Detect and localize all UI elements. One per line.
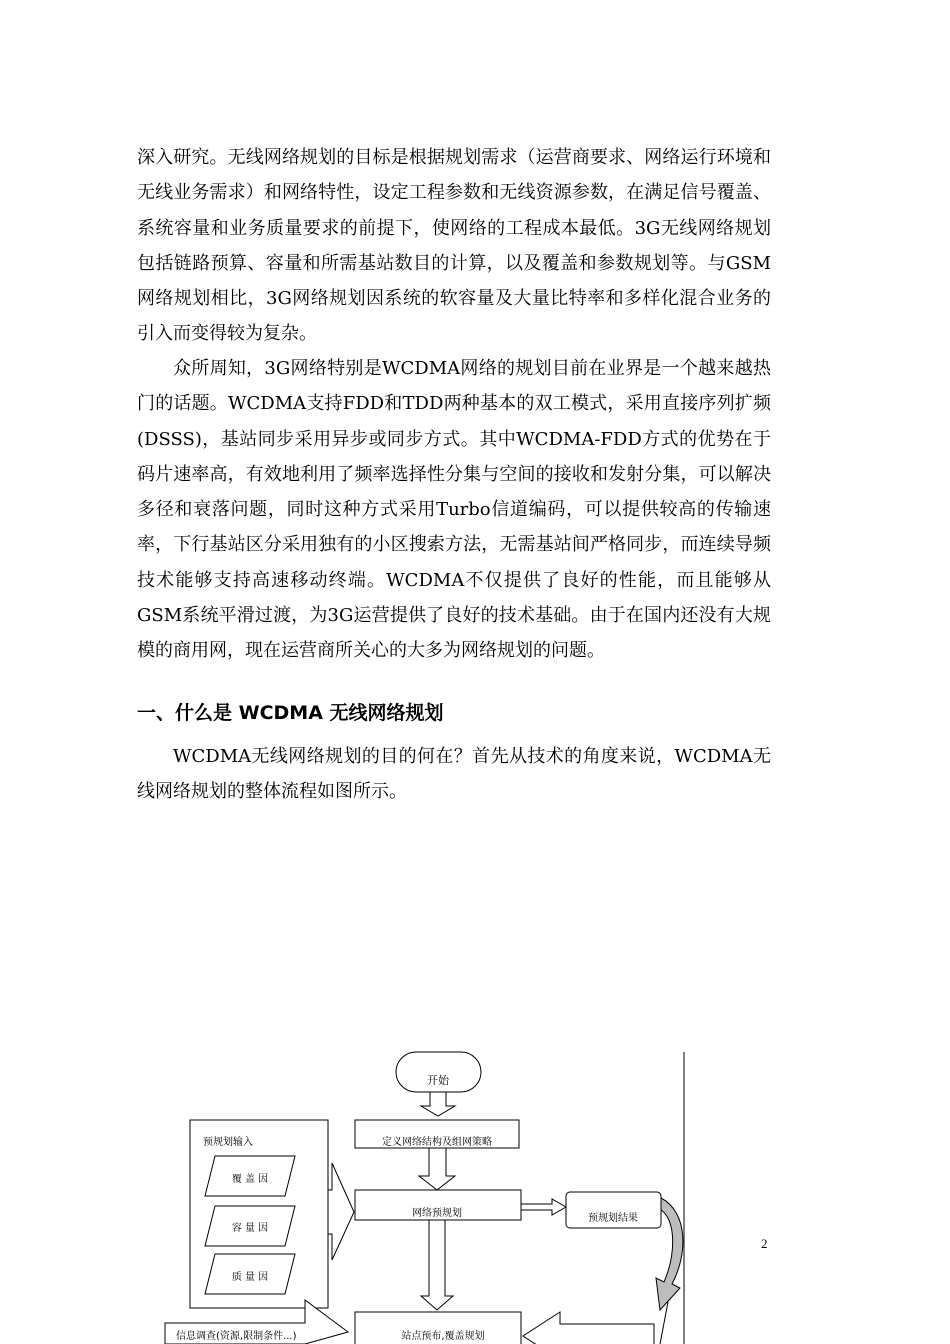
define-label: 定义网络结构及组网策略 <box>382 1137 492 1148</box>
preplan-result-label: 预规划结果 <box>588 1213 638 1224</box>
paragraph-flow-intro: WCDMA无线网络规划的目的何在？首先从技术的角度来说，WCDMA无线网络规划的整体流程如图所示。 <box>137 746 771 803</box>
paragraph-intro: 深入研究。无线网络规划的目标是根据规划需求（运营商要求、网络运行环境和无线业务需求）和网络特性，设定工程参数和无线资源参数，在满足信号覆盖、系统容量和业务质量要求的前提下，使网络的工程成本最低。3G无线网络规划包括链路预算、容量和所需基站数目的计算，以及覆盖和参数规划等。与GSM网络规划相比，3G网络规划因系统的软容量及大量比特率和多样化混合业务的引入而变得较为复杂。 <box>137 147 771 345</box>
arrow-start-define <box>421 1092 455 1116</box>
arrow-define-preplan <box>419 1148 455 1190</box>
capacity-label: 容 量 因 <box>231 1223 269 1234</box>
planning-flowchart <box>0 1040 950 1344</box>
network-preplan-label: 网络预规划 <box>412 1208 462 1219</box>
arrow-feedback-site <box>523 1312 654 1344</box>
site-plan-label: 站点预布,覆盖规划 <box>401 1331 485 1342</box>
start-label: 开始 <box>427 1074 449 1087</box>
section-heading: 一、什么是 WCDMA 无线网络规划 <box>137 702 444 724</box>
arrow-preplan-site <box>421 1220 453 1310</box>
arrow-input-preplan <box>328 1163 354 1260</box>
coverage-label: 覆 盖 因 <box>231 1174 269 1185</box>
arrow-preplan-result <box>521 1199 566 1215</box>
quality-label: 质 量 因 <box>231 1272 269 1283</box>
page-number: 2 <box>761 1236 768 1251</box>
info-survey-label: 信息调查(资源,限制条件...) <box>176 1331 297 1342</box>
preplan-input-label: 预规划输入 <box>203 1137 253 1148</box>
paragraph-wcdma-overview: 众所周知，3G网络特别是WCDMA网络的规划目前在业界是一个越来越热门的话题。WCDMA支持FDD和TDD两种基本的双工模式，采用直接序列扩频(DSSS)，基站同步采用异步或同步方式。其中WCDMA-FDD方式的优势在于码片速率高，有效地利用了频率选择性分集与空间的接收和发射分集，可以解决多径和衰落问题，同时这种方式采用Turbo信道编码，可以提供较高的传输速率，下行基站区分采用独有的小区搜索方法，无需基站间严格同步，而连续导频技术能够支持高速移动终端。WCDMA不仅提供了良好的性能，而且能够从GSM系统平滑过渡，为3G运营提供了良好的技术基础。由于在国内还没有大规模的商用网，现在运营商所关心的大多为网络规划的问题。 <box>137 358 771 662</box>
